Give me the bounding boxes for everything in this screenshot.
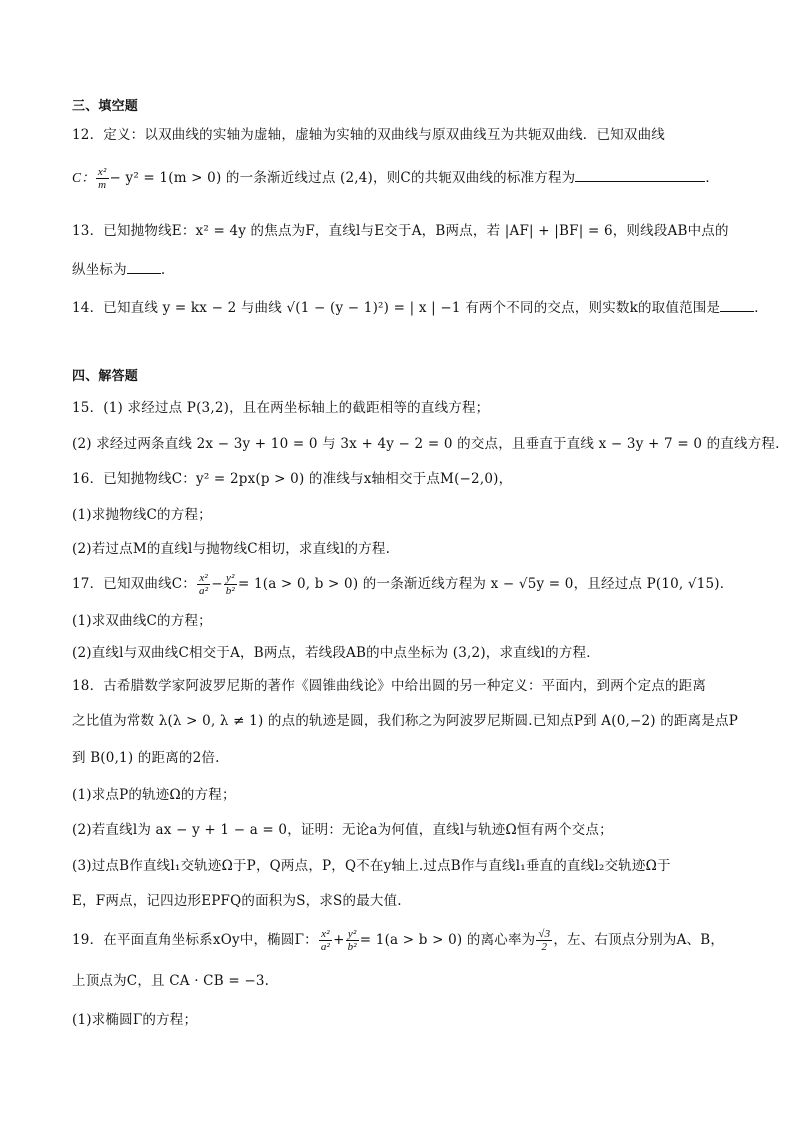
q14-line-1: [72, 297, 768, 318]
q14-end: ．: [754, 300, 768, 316]
q18-line-6: (3)过点B作直线l₁交轨迹Ω于P，Q两点，P，Q不在y轴上.过点B作与直线l₁垂直的直线l₂交轨迹Ω于: [72, 858, 671, 874]
q16-line-3: (2)若过点M的直线l与抛物线C相切，求直线l的方程.: [72, 541, 391, 557]
q13-line-2: [72, 259, 732, 280]
q16-line-1: 16．已知抛物线C：y² = 2px(p > 0) 的准线与x轴相交于点M(−2,0)，: [72, 471, 513, 487]
q18-line-3: 到 B(0,1) 的距离的2倍.: [72, 750, 220, 766]
q18-line-2: 之比值为常数 λ(λ > 0, λ ≠ 1) 的点的轨迹是圆，我们称之为阿波罗尼斯圆.已知点P到 A(0,−2) 的距离是点P: [72, 713, 739, 729]
q15-line-1: 15．(1) 求经过点 P(3,2)，且在两坐标轴上的截距相等的直线方程；: [72, 400, 490, 416]
q19-fraction-y: $\frac{\text{y²}}{\text{b²}}$: [347, 928, 357, 953]
q17-line-2: (1)求双曲线C的方程；: [72, 613, 212, 629]
section-title-fill-blank: 三、填空题: [72, 99, 139, 114]
q12-answer-blank[interactable]: [575, 167, 705, 182]
q19-text-mid: = 1(a > b > 0) 的离心率为: [359, 932, 536, 948]
q17-minus: −: [211, 576, 223, 592]
q17-fraction-y: $\frac{\text{y²}}{\text{b²}}$: [225, 572, 235, 597]
q13-answer-blank[interactable]: [127, 259, 161, 274]
q16-line-2: (1)求抛物线C的方程；: [72, 507, 212, 523]
q14-text: 14．已知直线 y = kx − 2 与曲线 √(1 − (y − 1)²) = | x | −1 有两个不同的交点，则实数k的取值范围是: [72, 300, 721, 316]
q12-end: ．: [705, 170, 720, 186]
q19-fraction-eccentricity: $\frac{√3}{2}$: [538, 928, 551, 953]
section-title-answer: 四、解答题: [72, 369, 139, 384]
q12-text: − y² = 1(m > 0) 的一条渐近线过点 (2,4)，则C的共轭双曲线的标准方程为: [109, 170, 576, 186]
q13-text: 纵坐标为: [72, 262, 127, 278]
q19-line-3: (1)求椭圆Γ的方程；: [72, 1012, 198, 1028]
q17-fraction-x: $\frac{\text{x²}}{\text{a²}}$: [199, 572, 209, 597]
q18-line-7: E，F两点，记四边形EPFQ的面积为S，求S的最大值.: [72, 893, 402, 909]
q14-answer-blank[interactable]: [720, 297, 754, 312]
q12-line-1: 12．定义：以双曲线的实轴为虚轴，虚轴为实轴的双曲线与原双曲线互为共轭双曲线．已知双曲线: [72, 127, 665, 143]
q17-prefix: 17．已知双曲线C：: [72, 576, 197, 592]
q19-line-2: 上顶点为C，且 CA · CB = −3.: [72, 973, 270, 989]
q13-end: .: [160, 262, 166, 278]
q12-line-2: [72, 166, 732, 191]
q19-prefix: 19．在平面直角坐标系xOy中，椭圆Γ：: [72, 932, 318, 948]
q19-line-1: [72, 928, 732, 953]
q19-text-rest: ，左、右顶点分别为A、B，: [553, 932, 725, 948]
q17-text: = 1(a > 0, b > 0) 的一条渐近线方程为 x − √5y = 0，且经过点 P(10, √15)．: [237, 576, 734, 592]
q15-line-2: (2) 求经过两条直线 2x − 3y + 10 = 0 与 3x + 4y − 2 = 0 的交点，且垂直于直线 x − 3y + 7 = 0 的直线方程.: [72, 436, 780, 452]
q18-line-1: 18．古希腊数学家阿波罗尼斯的著作《圆锥曲线论》中给出圆的另一种定义：平面内，到两个定点的距离: [72, 678, 707, 694]
q13-line-1: 13．已知抛物线E：x² = 4y 的焦点为F，直线l与E交于A，B两点，若 |AF| + |BF| = 6，则线段AB中点的: [72, 223, 729, 239]
q17-line-3: (2)直线l与双曲线C相交于A，B两点，若线段AB的中点坐标为 (3,2)，求直线l的方程．: [72, 645, 600, 661]
q19-fraction-x: $\frac{\text{x²}}{\text{a²}}$: [320, 928, 331, 953]
q19-plus: +: [333, 932, 345, 948]
q18-line-4: (1)求点P的轨迹Ω的方程；: [72, 787, 236, 803]
q17-line-1: [72, 572, 732, 597]
q18-line-5: (2)若直线l为 ax − y + 1 − a = 0，证明：无论a为何值，直线l与轨迹Ω恒有两个交点；: [72, 822, 613, 838]
q12-fraction: $\frac{\text{x²}}{m}$: [97, 166, 107, 191]
q12-prefix: C：: [72, 170, 95, 185]
